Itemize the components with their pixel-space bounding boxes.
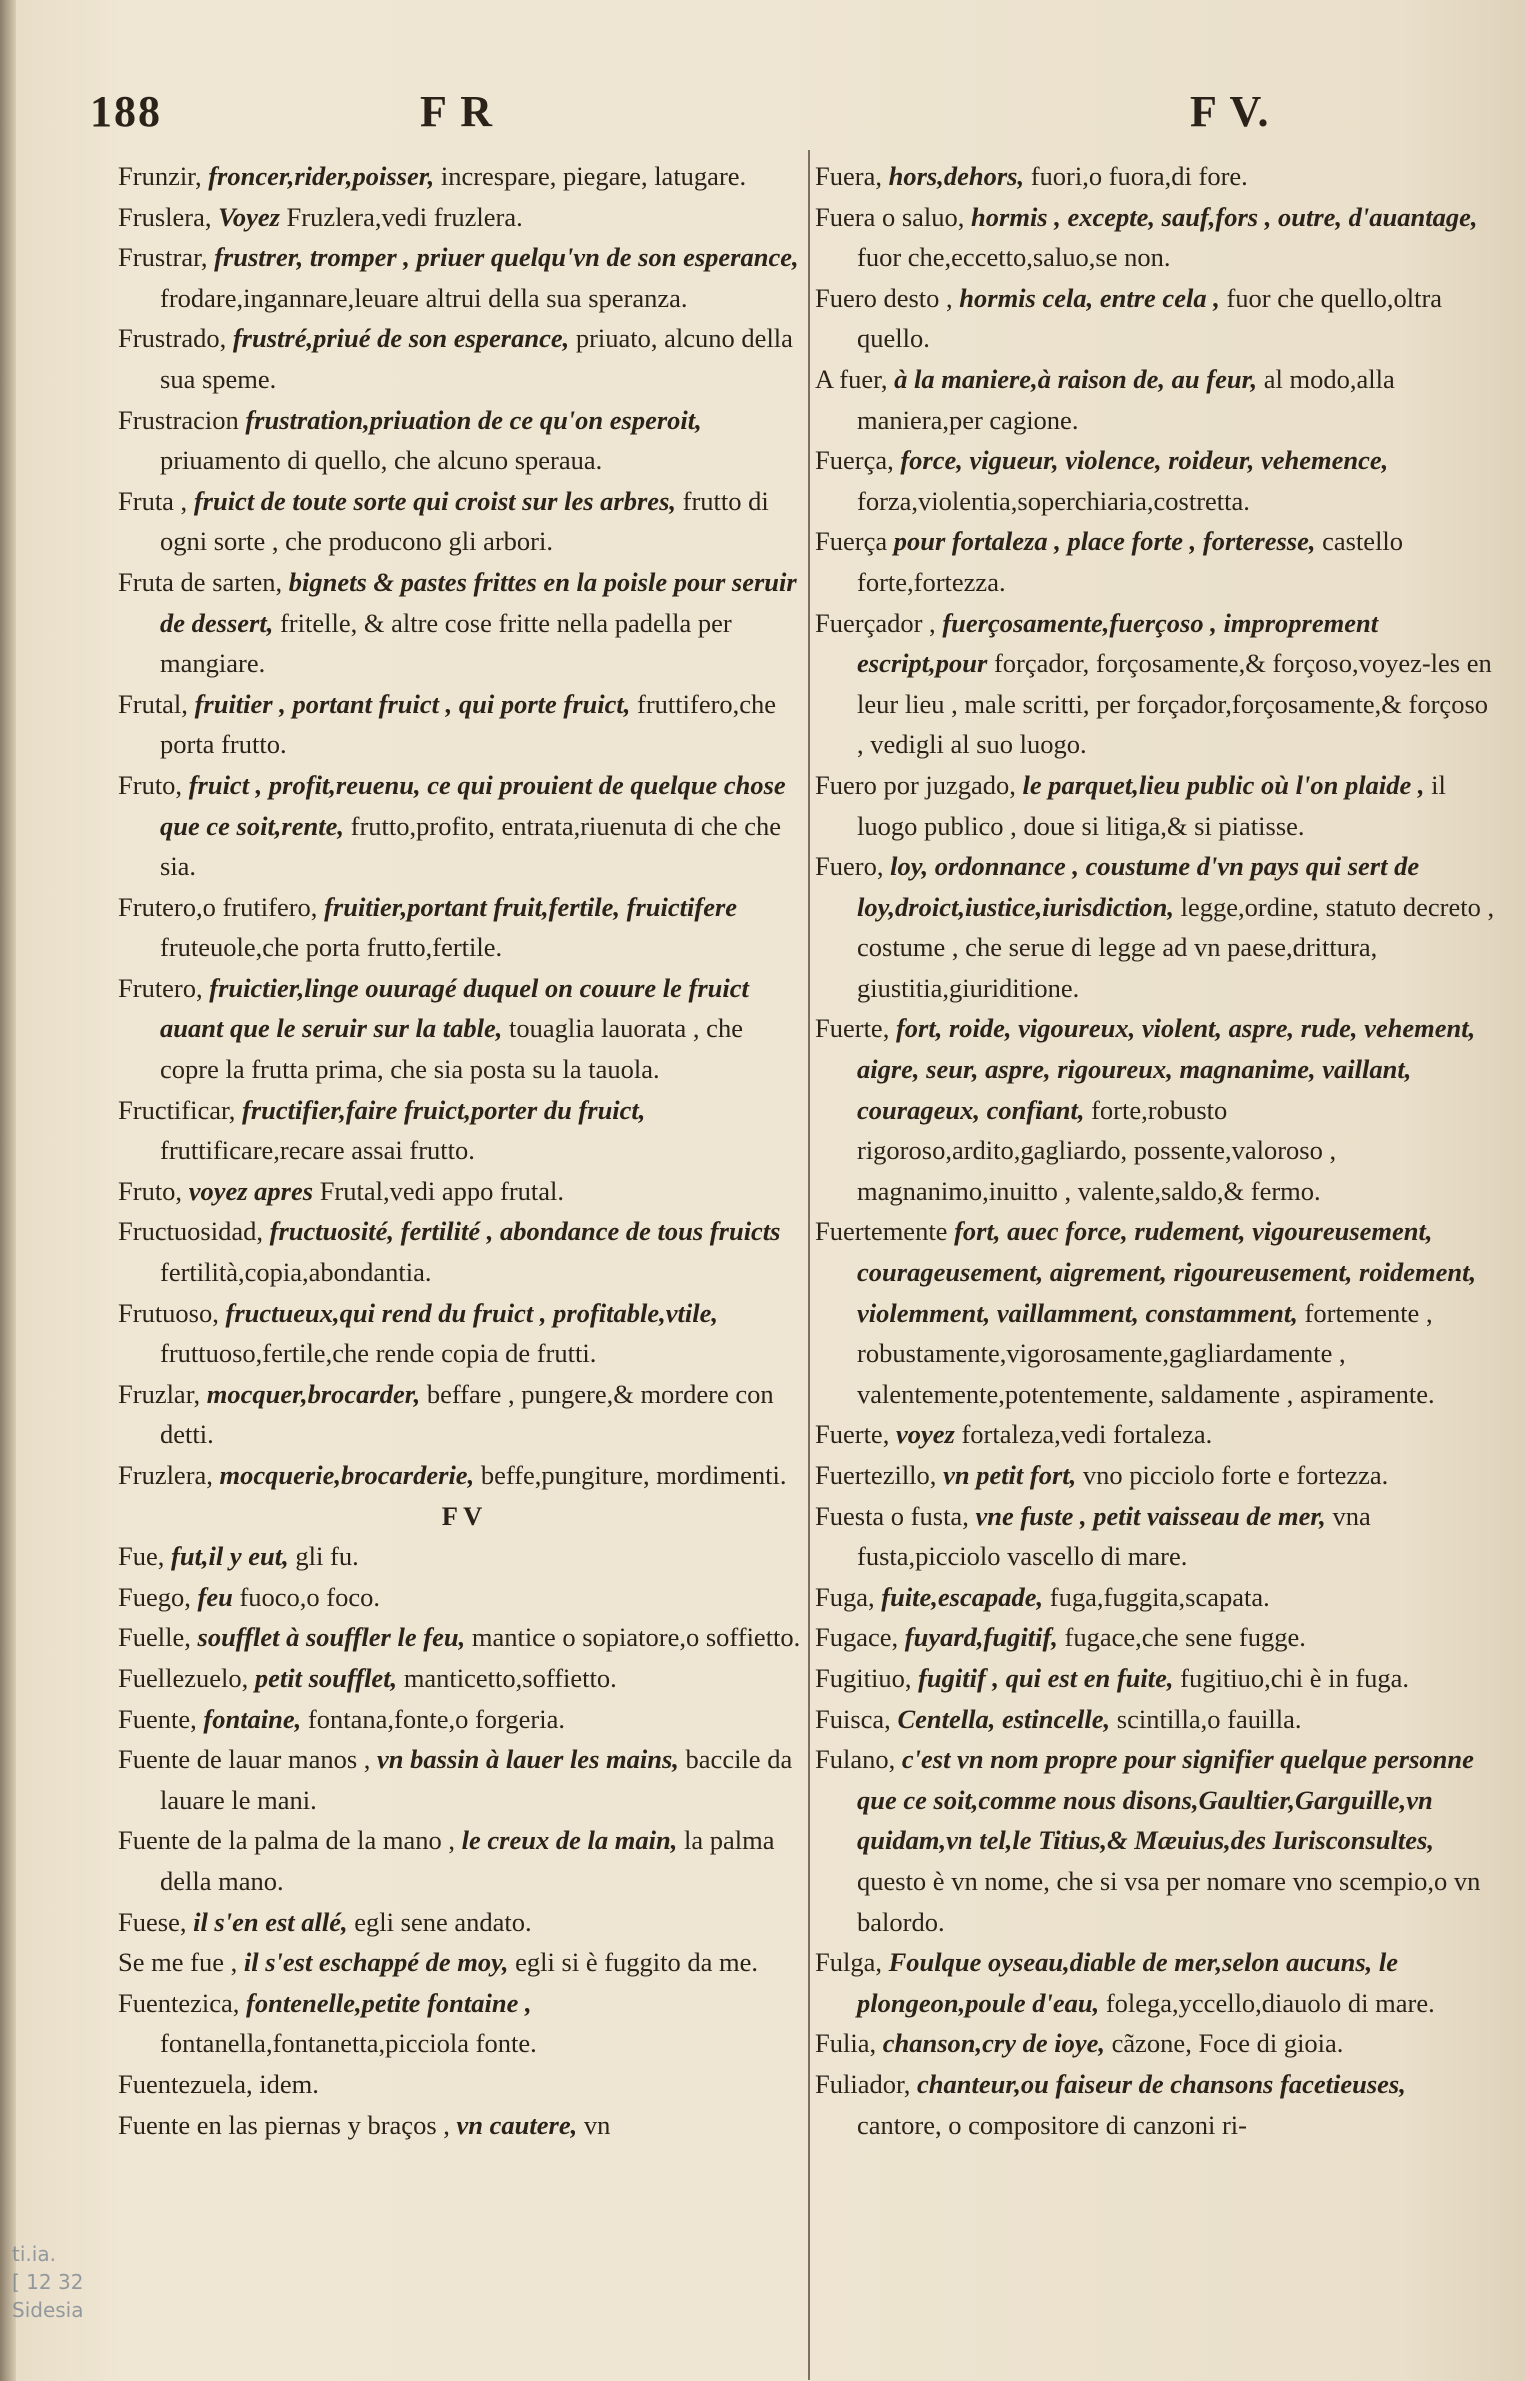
entry-italian: fruteuole,che porta frutto,fertile. (160, 932, 503, 963)
entry-italian: fruttificare,recare assai frutto. (160, 1135, 475, 1166)
entry-italian: fuor che quello,oltra quello. (857, 282, 1443, 354)
entry-french: il s'en est allé, (193, 1906, 348, 1937)
dictionary-entry (118, 1658, 806, 1699)
stamp-line: [ 12 32 (12, 2270, 84, 2294)
entry-headword: Fruzlera, (118, 1460, 213, 1490)
entry-headword: Fue, (118, 1541, 165, 1572)
dictionary-entry (118, 1617, 806, 1658)
entry-french: fruict de toute sorte qui croist sur les arbres, (193, 485, 677, 516)
dictionary-entry (118, 400, 806, 481)
entry-headword: Frutuoso, (118, 1297, 219, 1328)
entry-french: frustrer, tromper , priuer quelqu'vn de son esperance, (214, 242, 799, 273)
entry-headword: Fuero, (815, 851, 884, 882)
entry-headword: Fuerça, (815, 445, 894, 476)
entry-italian: al modo,alla maniera,per cagione. (857, 363, 1395, 435)
dictionary-entry (815, 1577, 1497, 1618)
entry-headword: A fuer, (815, 363, 888, 394)
entry-french: fuerçosamente,fuerçoso , improprement escript,pour (857, 607, 1379, 679)
entry-french: voyez apres (188, 1175, 314, 1206)
entry-headword: Fuese, (118, 1906, 187, 1937)
entry-headword: Fuisca, (815, 1703, 891, 1734)
entry-french: c'est vn nom propre pour signifier quelque personne que ce soit,comme nous disons,Gaultier,Garguille,vn quidam,vn tel,le Titius,& Mæuius,des Iurisconsultes, (857, 1744, 1474, 1856)
dictionary-entry (118, 968, 806, 1090)
entry-headword: Fulga, (815, 1947, 882, 1978)
entry-italian: fuga,fuggita,scapata. (1049, 1581, 1270, 1612)
dictionary-entry (815, 1658, 1497, 1699)
entry-french: force, vigueur, violence, roideur, vehemence, (900, 445, 1389, 476)
dictionary-entry (815, 440, 1497, 521)
entry-italian: forte,robusto rigoroso,ardito,gagliardo, possente,valoroso , magnanimo,inuitto , valente,saldo,& fermo. (857, 1094, 1337, 1206)
entry-headword: Fuero desto , (815, 282, 953, 313)
entry-french: feu (197, 1581, 233, 1612)
dictionary-entry (118, 2064, 806, 2105)
entry-french: vn petit fort, (943, 1460, 1077, 1490)
dictionary-entry (118, 1902, 806, 1943)
dictionary-entry (815, 1699, 1497, 1740)
dictionary-entry (815, 1008, 1497, 1211)
entry-italian: gli fu. (295, 1541, 359, 1572)
entry-italian: scintilla,o fauilla. (1116, 1703, 1302, 1734)
entry-headword: Fuliador, (815, 2068, 911, 2099)
entry-french: hormis cela, entre cela , (959, 282, 1220, 313)
entry-french: vn cautere, (456, 2109, 578, 2140)
entry-headword: Fuente, (118, 1703, 197, 1734)
dictionary-entry (815, 278, 1497, 359)
entry-headword: Fuego, (118, 1581, 191, 1612)
entry-headword: Fuerte, (815, 1419, 890, 1450)
entry-french: Foulque oyseau,diable de mer,selon aucuns, le plongeon,poule d'eau, (857, 1947, 1399, 2018)
entry-italian: fritelle, & altre cose fritte nella padella per mangiare. (160, 607, 732, 679)
entry-french: chanteur,ou faiseur de chansons facetieuses, (917, 2068, 1406, 2099)
entry-italian: vn (583, 2109, 611, 2140)
dictionary-entry (118, 1983, 806, 2064)
dictionary-entry (118, 684, 806, 765)
entry-italian: il luogo publico , doue si litiga,& si piatisse. (857, 769, 1446, 841)
entry-french: hormis , excepte, sauf,fors , outre, d'auantage, (971, 201, 1478, 232)
entry-italian: beffare , pungere,& mordere con detti. (160, 1378, 774, 1450)
entry-italian: fuor che,eccetto,saluo,se non. (857, 242, 1171, 273)
entry-italian: Fruzlera,vedi fruzlera. (286, 201, 523, 232)
entry-italian: frutto di ogni sorte , che producono gli arbori. (160, 485, 769, 557)
entry-italian: fugitiuo,chi è in fuga. (1180, 1662, 1410, 1693)
entry-french: fructuosité, fertilité , abondance de tous fruicts (269, 1216, 781, 1247)
entry-french: il s'est eschappé de moy, (243, 1947, 509, 1978)
entry-headword: Fruto, (118, 769, 183, 800)
dictionary-entry (118, 1293, 806, 1374)
dictionary-entry (118, 1739, 806, 1820)
entry-french: fructueux,qui rend du fruict , profitable,vtile, (225, 1297, 718, 1328)
entry-headword: Fuertemente (815, 1216, 948, 1247)
entry-headword: Fuerça (815, 526, 888, 557)
stamp-line: Sidesia (12, 2298, 84, 2322)
entry-french: Voyez (218, 201, 280, 232)
entry-italian: increspare, piegare, latugare. (440, 161, 747, 191)
page-number: 188 (90, 87, 162, 136)
entry-french: frustration,priuation de ce qu'on esperoit, (245, 404, 702, 435)
binding-shadow (0, 0, 16, 2381)
entry-french: Centella, estincelle, (897, 1703, 1111, 1734)
dictionary-entry (815, 521, 1497, 602)
entry-headword: Fuga, (815, 1581, 875, 1612)
entry-headword: Fruta de sarten, (118, 566, 283, 597)
left-column (118, 156, 806, 2381)
entry-italian: idem. (259, 2068, 319, 2099)
entry-french: froncer,rider,poisser, (208, 161, 435, 191)
dictionary-entry (815, 1211, 1497, 1414)
entry-french: fontenelle,petite fontaine , (246, 1987, 532, 2018)
entry-headword: Fuente en las piernas y braços , (118, 2109, 450, 2140)
dictionary-entry (815, 1739, 1497, 1942)
entry-headword: Fulano, (815, 1744, 896, 1775)
entry-headword: Fructuosidad, (118, 1216, 263, 1247)
entry-italian: fuoco,o foco. (239, 1581, 381, 1612)
column-divider (808, 150, 810, 2380)
dictionary-entry (815, 2064, 1497, 2145)
entry-italian: beffe,pungiture, mordimenti. (480, 1460, 787, 1490)
entry-italian: castello forte,fortezza. (857, 526, 1404, 597)
entry-headword: Frustrar, (118, 242, 208, 273)
entry-italian: questo è vn nome, che si vsa per nomare vno scempio,o vn balordo. (857, 1865, 1481, 1937)
dictionary-entry (815, 359, 1497, 440)
entry-italian: legge,ordine, statuto decreto , costume , che serue di legge ad vn paese,drittura, giustitia,giuriditione. (857, 891, 1495, 1003)
entry-headword: Fuente de la palma de la mano , (118, 1825, 456, 1856)
entry-french: voyez (895, 1419, 955, 1450)
entry-italian: fortemente , robustamente,vigorosamente,gagliardamente , valentemente,potentemente, saldamente , aspiramente. (857, 1297, 1435, 1409)
dictionary-entry (815, 603, 1497, 765)
entry-french: vn bassin à lauer les mains, (377, 1744, 679, 1775)
entry-italian: vno picciolo forte e fortezza. (1082, 1460, 1389, 1490)
entry-italian: Frutal,vedi appo frutal. (319, 1175, 565, 1206)
entry-french: fruict , profit,reuenu, ce qui prouient de quelque chose que ce soit,rente, (160, 769, 786, 841)
entry-headword: Fugace, (815, 1622, 899, 1653)
entry-french: fructifier,faire fruict,porter du fruict, (242, 1094, 646, 1125)
dictionary-entry (815, 1414, 1497, 1455)
entry-italian: fortaleza,vedi fortaleza. (961, 1419, 1213, 1450)
entry-headword: Fuelle, (118, 1622, 191, 1653)
dictionary-entry (118, 1374, 806, 1455)
entry-french: bignets & pastes frittes en la poisle pour seruir de dessert, (160, 566, 797, 638)
entry-french: fuyard,fugitif, (904, 1622, 1058, 1653)
dictionary-entry (118, 887, 806, 968)
entry-headword: Fuellezuelo, (118, 1662, 249, 1693)
entry-headword: Fulia, (815, 2028, 877, 2059)
entry-headword: Fuertezillo, (815, 1460, 937, 1490)
dictionary-entry (815, 765, 1497, 846)
section-subheading: F V (441, 1500, 483, 1531)
entry-headword: Frustrado, (118, 323, 227, 354)
entry-italian: manticetto,soffietto. (403, 1662, 617, 1693)
dictionary-entry (815, 1617, 1497, 1658)
entry-italian: fuori,o fuora,di fore. (1030, 161, 1248, 191)
entry-french: hors,dehors, (888, 161, 1025, 191)
dictionary-entry (118, 1699, 806, 1740)
entry-headword: Fruslera, (118, 201, 212, 232)
entry-headword: Frutero, (118, 972, 203, 1003)
entry-italian: folega,yccello,diauolo di mare. (1105, 1987, 1435, 2018)
entry-headword: Frutero,o frutifero, (118, 891, 318, 922)
entry-italian: fruttifero,che porta frutto. (160, 688, 777, 760)
dictionary-entry (815, 1942, 1497, 2023)
dictionary-entry (118, 318, 806, 399)
right-running-head: F V. (1190, 87, 1271, 136)
entry-french: fort, roide, vigoureux, violent, aspre, rude, vehement, aigre, seur, aspre, rigoureux, magnanime, vaillant, courageux, confiant, (857, 1013, 1476, 1125)
dictionary-entry (815, 1455, 1497, 1496)
dictionary-entry (118, 156, 806, 197)
entry-headword: Fruto, (118, 1175, 183, 1206)
dictionary-entry (118, 1577, 806, 1618)
entry-headword: Fuero por juzgado, (815, 769, 1016, 800)
entry-italian: fugace,che sene fugge. (1064, 1622, 1306, 1653)
dictionary-entry (118, 1536, 806, 1577)
entry-french: loy, ordonnance , coustume d'vn pays qui sert de loy,droict,iustice,iurisdiction, (857, 851, 1420, 922)
dictionary-entry (118, 1455, 806, 1496)
entry-italian: touaglia lauorata , che copre la frutta prima, che sia posta su la tauola. (160, 1013, 743, 1085)
entry-italian: frutto,profito, entrata,riuenuta di che che sia. (160, 810, 782, 882)
entry-headword: Se me fue , (118, 1947, 238, 1978)
entry-french: le creux de la main, (461, 1825, 678, 1856)
entry-italian: mantice o sopiatore,o soffietto. (471, 1622, 801, 1653)
entry-headword: Fuente de lauar manos , (118, 1744, 371, 1775)
dictionary-entry (815, 197, 1497, 278)
entry-french: fruictier,linge ouuragé duquel on couure le fruict auant que le seruir sur la table, (160, 972, 749, 1044)
entry-french: mocquer,brocarder, (206, 1378, 421, 1409)
entry-italian: fontana,fonte,o forgeria. (307, 1703, 565, 1734)
dictionary-entry (118, 1942, 806, 1983)
entry-headword: Fruta , (118, 485, 188, 516)
entry-french: fort, auec force, rudement, vigoureusement, courageusement, aigrement, rigoureusement, roidement, violemment, vaillamment, constamment, (857, 1216, 1477, 1328)
entry-headword: Fuesta o fusta, (815, 1500, 969, 1531)
entry-headword: Fuerte, (815, 1013, 890, 1044)
dictionary-entry (815, 156, 1497, 197)
entry-french: fruitier , portant fruict , qui porte fruict, (194, 688, 631, 719)
entry-french: chanson,cry de ioye, (882, 2028, 1106, 2059)
margin-stamp (12, 2240, 102, 2324)
stamp-line: ti.ia. (12, 2242, 56, 2266)
entry-french: mocquerie,brocarderie, (219, 1460, 475, 1490)
dictionary-entry (118, 765, 806, 887)
entry-french: pour fortaleza , place forte , forteresse, (893, 526, 1316, 557)
entry-headword: Frutal, (118, 688, 188, 719)
entry-french: fut,il y eut, (171, 1541, 289, 1572)
entry-headword: Fructificar, (118, 1094, 236, 1125)
entry-italian: fruttuoso,fertile,che rende copia de frutti. (160, 1338, 597, 1369)
entry-french: le parquet,lieu public où l'on plaide , (1022, 769, 1425, 800)
entry-italian: priuato, alcuno della sua speme. (160, 323, 793, 394)
entry-italian: fontanella,fontanetta,picciola fonte. (160, 2028, 537, 2059)
entry-italian: frodare,ingannare,leuare altrui della sua speranza. (160, 282, 688, 313)
dictionary-entry (815, 2023, 1497, 2064)
entry-headword: Frunzir, (118, 161, 202, 191)
entry-french: fugitif , qui est en fuite, (918, 1662, 1174, 1693)
entry-headword: Fuera, (815, 161, 882, 191)
dictionary-entry (118, 237, 806, 318)
entry-french: fruitier,portant fruit,fertile, fruictifere (324, 891, 738, 922)
entry-headword: Fruzlar, (118, 1378, 201, 1409)
entry-italian: egli si è fuggito da me. (515, 1947, 759, 1978)
entry-italian: la palma della mano. (160, 1825, 775, 1896)
entry-headword: Frustracion (118, 404, 239, 435)
entry-headword: Fuera o saluo, (815, 201, 965, 232)
dictionary-entry (118, 1211, 806, 1292)
entry-french: soufflet à souffler le feu, (197, 1622, 466, 1653)
entry-french: à la maniere,à raison de, au feur, (894, 363, 1258, 394)
entry-italian: forza,violentia,soperchiaria,costretta. (857, 485, 1250, 516)
entry-french: frustré,priué de son esperance, (232, 323, 570, 354)
entry-headword: Fuentezica, (118, 1987, 240, 2018)
right-column (815, 156, 1497, 2381)
dictionary-entry (118, 1171, 806, 1212)
entry-headword: Fuentezuela, (118, 2068, 253, 2099)
entry-italian: cantore, o compositore di canzoni ri- (857, 2109, 1247, 2140)
entry-italian: priuamento di quello, che alcuno speraua. (160, 445, 603, 476)
entry-french: vne fuste , petit vaisseau de mer, (975, 1500, 1326, 1531)
entry-headword: Fugitiuo, (815, 1662, 912, 1693)
entry-french: fuite,escapade, (881, 1581, 1044, 1612)
entry-italian: cãzone, Foce di gioia. (1111, 2028, 1344, 2059)
page-header (90, 86, 1485, 156)
dictionary-entry (118, 197, 806, 238)
entry-italian: vna fusta,picciolo vascello di mare. (857, 1500, 1371, 1572)
dictionary-entry (118, 1820, 806, 1901)
dictionary-entry (118, 481, 806, 562)
left-running-head: F R (420, 87, 495, 136)
entry-french: fontaine, (203, 1703, 302, 1734)
entry-italian: egli sene andato. (354, 1906, 532, 1937)
dictionary-entry (118, 2105, 806, 2146)
dictionary-entry (815, 1496, 1497, 1577)
entry-headword: Fuerçador , (815, 607, 936, 638)
entry-italian: baccile da lauare le mani. (160, 1744, 793, 1815)
entry-italian: forçador, forçosamente,& forçoso,voyez-les en leur lieu , male scritti, per forçador,forçosamente,& forçoso , vedigli al suo luogo. (857, 648, 1492, 760)
dictionary-entry (815, 846, 1497, 1008)
dictionary-entry (118, 562, 806, 684)
dictionary-entry (118, 1090, 806, 1171)
entry-italian: fertilità,copia,abondantia. (160, 1257, 432, 1288)
entry-french: petit soufflet, (254, 1662, 398, 1693)
